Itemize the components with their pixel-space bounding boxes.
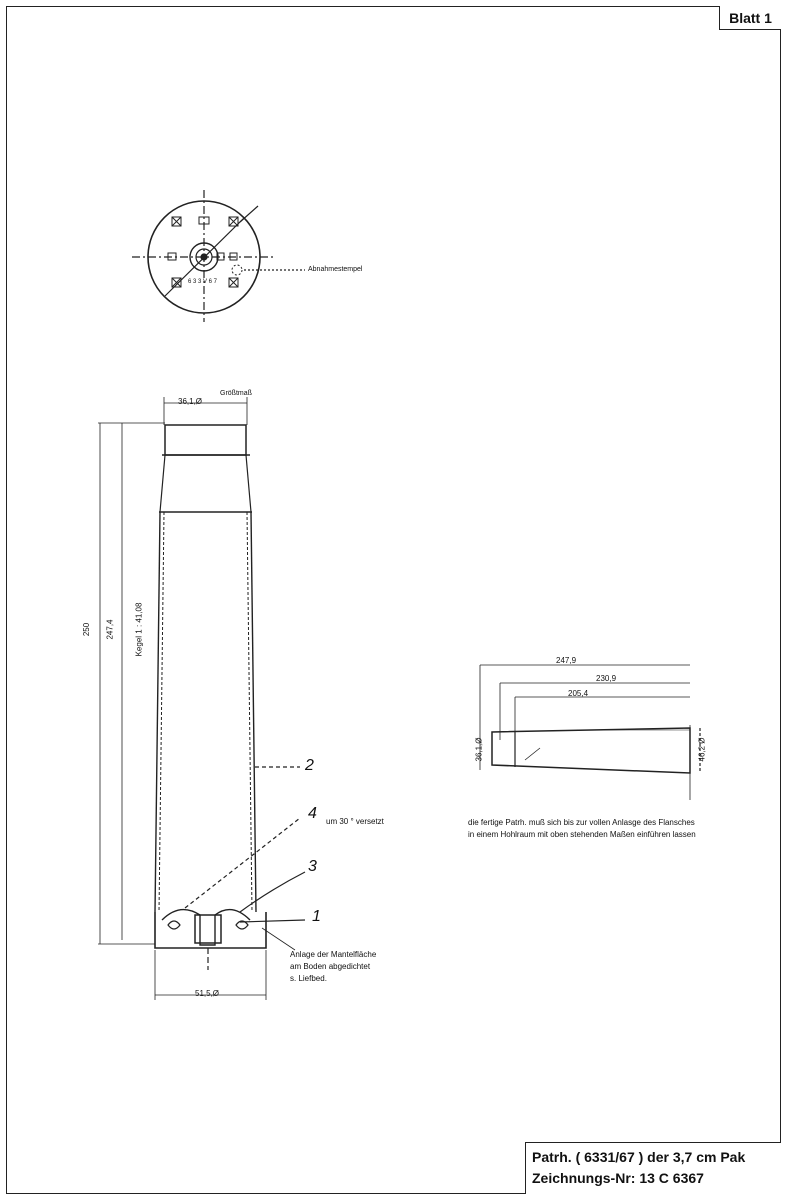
- gauge-drawing: [480, 665, 700, 800]
- gauge-note-1: die fertige Patrh. muß sich bis zur vollen Anlasge des Flansches: [468, 818, 695, 827]
- sheet-label: Blatt 1: [719, 6, 781, 30]
- gauge-dim-a: 247,9: [556, 656, 577, 665]
- dim-length-outer: 250: [82, 622, 92, 637]
- top-view: [132, 190, 305, 322]
- callout-3: 3: [308, 858, 317, 875]
- callout-1: 1: [312, 908, 321, 925]
- dim-top-note: Größtmaß: [220, 390, 252, 397]
- gauge-note-2: in einem Hohlraum mit oben stehenden Maßen einführen lassen: [468, 830, 696, 839]
- base-note-2: am Boden abgedichtet: [290, 962, 371, 971]
- title-line-2: Zeichnungs-Nr: 13 C 6367: [532, 1170, 704, 1186]
- title-line-1: Patrh. ( 6331/67 ) der 3,7 cm Pak: [532, 1149, 746, 1165]
- title-block: [525, 1142, 781, 1194]
- dim-top-diameter: 36,1,Ø: [178, 397, 203, 406]
- callout-2: 2: [305, 757, 314, 774]
- base-note-3: s. Liefbed.: [290, 974, 327, 983]
- cartridge-case: [98, 397, 305, 1000]
- taper-label: Kegel 1 : 41,08: [134, 602, 144, 657]
- stamp-label: Abnahmestempel: [308, 266, 363, 273]
- gauge-dim-large: 46,2 Ø: [697, 737, 707, 762]
- marking-text: 6 3 3 V 6 7: [188, 279, 218, 285]
- gauge-dim-c: 205,4: [568, 689, 589, 698]
- base-note-1: Anlage der Mantelfläche: [290, 950, 377, 959]
- callout-4-note: um 30 ° versetzt: [326, 817, 384, 826]
- gauge-dim-b: 230,9: [596, 674, 617, 683]
- dim-length-inner: 247,4: [105, 619, 115, 640]
- callout-4: 4: [308, 805, 317, 822]
- gauge-dim-small: 36,1,Ø: [474, 737, 484, 762]
- dim-base-diameter: 51,5,Ø: [195, 989, 220, 998]
